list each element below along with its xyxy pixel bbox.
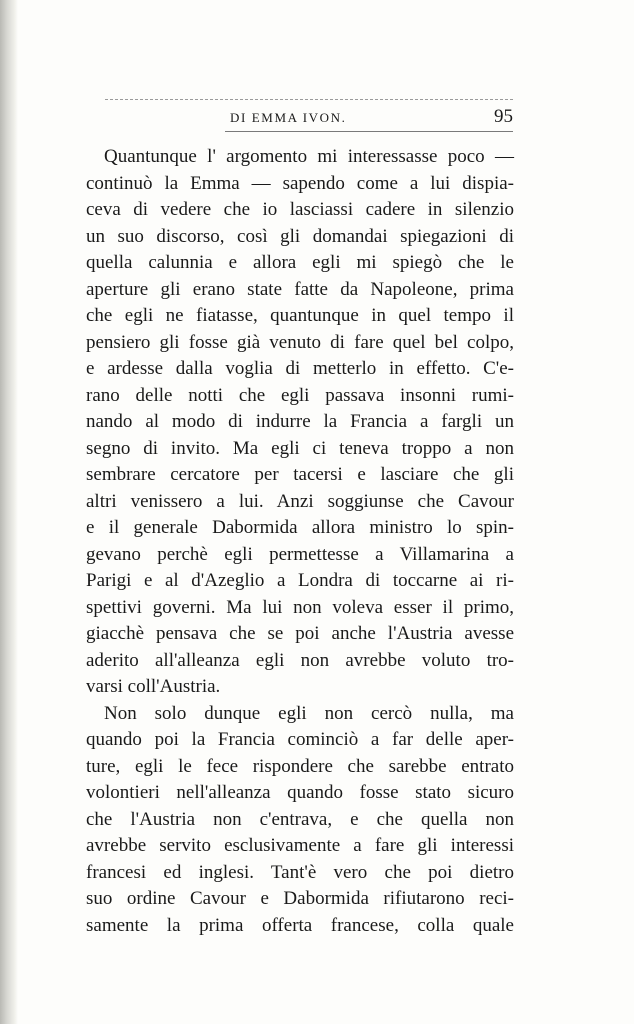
text-line: quando poi la Francia cominciò a far delle aper- xyxy=(86,729,514,750)
text-line: un suo discorso, così gli domandai spiegazioni di xyxy=(86,225,514,247)
body-text xyxy=(86,144,514,939)
text-line: segno di invito. Ma egli ci teneva troppo a non xyxy=(86,437,514,459)
text-line: ture, egli le fece rispondere che sarebbe entrato xyxy=(86,755,514,777)
text-line: sembrare cercatore per tacersi e lasciare che gli xyxy=(86,464,514,485)
text-line: nando al modo di indurre la Francia a fargli un xyxy=(86,411,514,432)
text-line: e il generale Dabormida allora ministro lo spin- xyxy=(86,517,514,538)
text-line: e ardesse dalla voglia di metterlo in effetto. C'e- xyxy=(86,358,514,379)
text-line: suo ordine Cavour e Dabormida rifiutarono reci- xyxy=(86,888,514,909)
text-line: gevano perchè egli permettesse a Villamarina a xyxy=(86,543,514,565)
header-top-rule xyxy=(105,99,513,100)
text-line: aperture gli erano state fatte da Napoleone, prima xyxy=(86,278,514,300)
page-number: 95 xyxy=(494,106,513,127)
text-line: francesi ed inglesi. Tant'è vero che poi dietro xyxy=(86,861,514,883)
text-line: che l'Austria non c'entrava, e che quella non xyxy=(86,808,514,830)
running-title: DI EMMA IVON. xyxy=(230,110,347,125)
text-line: rano delle notti che egli passava insonni rumi- xyxy=(86,384,514,406)
text-line: quella calunnia e allora egli mi spiegò che le xyxy=(86,252,514,273)
page-binding-edge xyxy=(0,0,18,1024)
running-head xyxy=(105,108,513,132)
header-underline xyxy=(225,131,513,132)
text-line: varsi coll'Austria. xyxy=(86,676,221,697)
text-line: che egli ne fiatasse, quantunque in quel tempo il xyxy=(86,305,514,326)
text-line: volontieri nell'alleanza quando fosse stato sicuro xyxy=(86,782,514,803)
text-line: continuò la Emma — sapendo come a lui dispia- xyxy=(86,172,514,194)
paragraph-first-line: Quantunque l' argomento mi interessasse poco — xyxy=(104,146,514,167)
text-line: giacchè pensava che se poi anche l'Austria avesse xyxy=(86,623,514,644)
text-line: altri venissero a lui. Anzi soggiunse che Cavour xyxy=(86,490,514,512)
text-line: samente la prima offerta francese, colla quale xyxy=(86,914,514,936)
text-line: spettivi governi. Ma lui non voleva esser il primo, xyxy=(86,596,514,618)
paragraph-first-line: Non solo dunque egli non cercò nulla, ma xyxy=(104,702,514,724)
text-line: ceva di vedere che io lasciassi cadere in silenzio xyxy=(86,199,514,220)
text-line: avrebbe servito esclusivamente a fare gli interessi xyxy=(86,835,514,856)
text-line: pensiero gli fosse già venuto di fare quel bel colpo, xyxy=(86,331,514,353)
text-line: aderito all'alleanza egli non avrebbe voluto tro- xyxy=(86,649,514,671)
text-line: Parigi e al d'Azeglio a Londra di toccarne ai ri- xyxy=(86,570,514,591)
